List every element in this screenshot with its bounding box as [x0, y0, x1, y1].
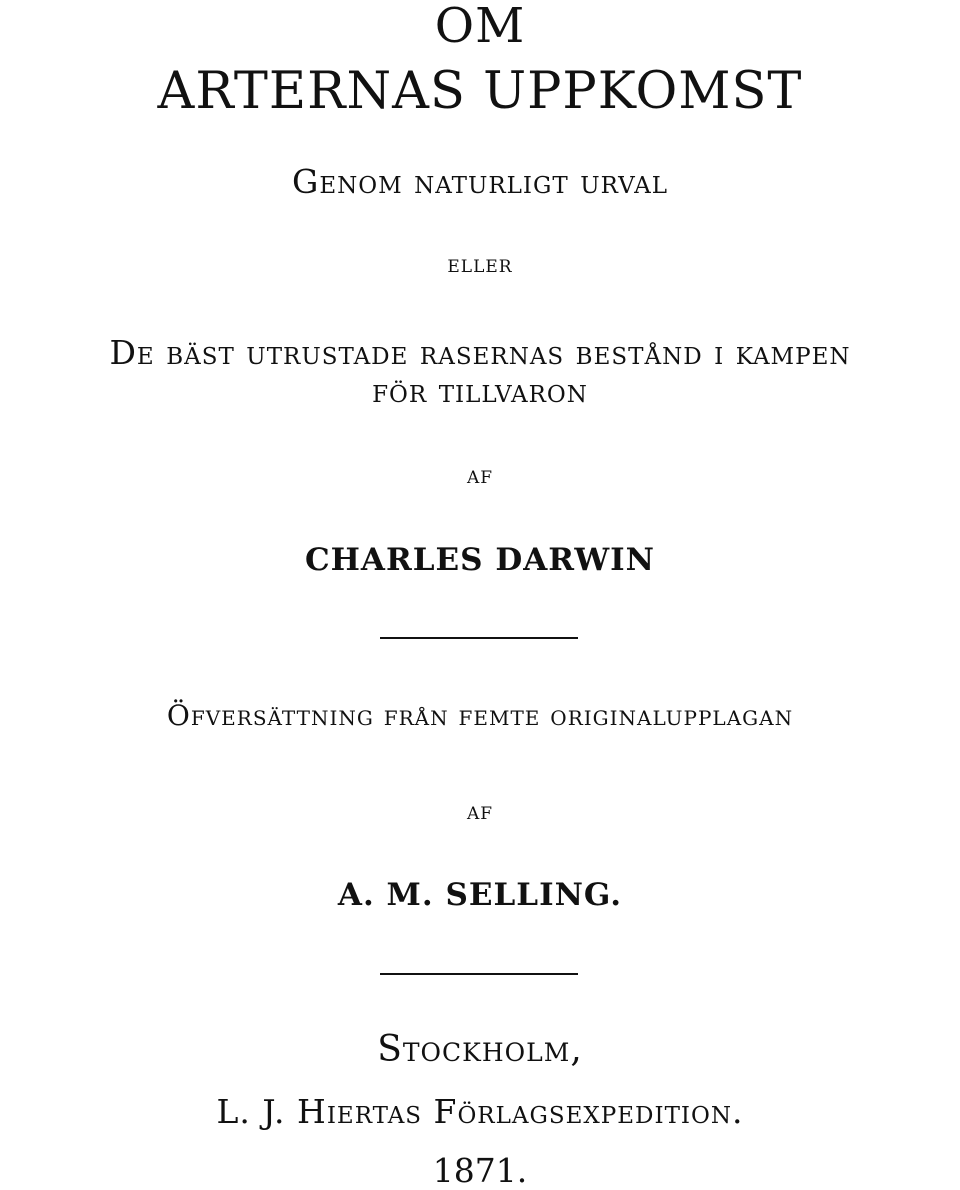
- imprint-city: Stockholm,: [377, 1029, 583, 1070]
- title-line-1: OM: [434, 0, 526, 54]
- subtitle-line-2a: De bäst utrustade rasernas bestånd i kampen: [109, 333, 851, 372]
- subtitle-connector: eller: [447, 250, 513, 278]
- divider-rule: [380, 973, 578, 975]
- divider-rule: [380, 637, 578, 639]
- subtitle-line-1: Genom naturligt urval: [291, 162, 669, 201]
- imprint-year: 1871.: [432, 1151, 528, 1190]
- translator-by-label: af: [466, 797, 494, 825]
- imprint-publisher: L. J. Hiertas Förlagsexpedition.: [216, 1092, 744, 1131]
- author-by-label: af: [466, 461, 494, 489]
- translator-name: A. M. SELLING.: [337, 877, 623, 913]
- title-line-2: ARTERNAS UPPKOMST: [157, 62, 803, 121]
- author-name: CHARLES DARWIN: [304, 542, 656, 578]
- translation-note: Öfversättning från femte originalupplagan: [166, 699, 794, 732]
- subtitle-line-2b: för tillvaron: [372, 371, 588, 410]
